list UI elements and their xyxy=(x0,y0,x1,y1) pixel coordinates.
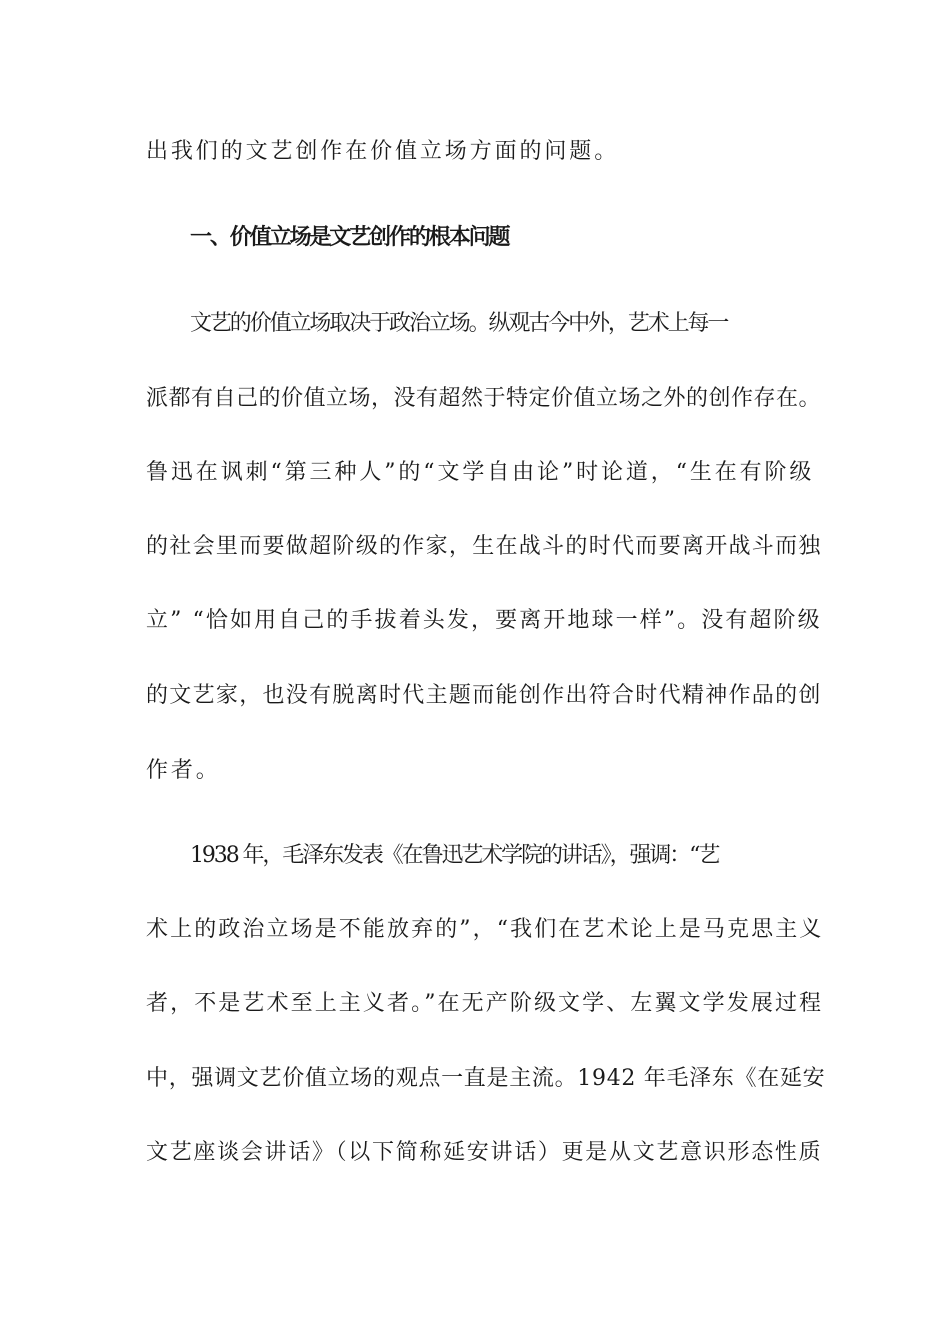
paragraph-1-line-7: 作者。 xyxy=(146,758,221,783)
paragraph-1-line-3: 鲁迅在讽刺“第三种人”的“文学自由论”时论道，“生在有阶级 xyxy=(146,460,815,485)
paragraph-continuation-line: 出我们的文艺创作在价值立场方面的问题。 xyxy=(146,139,620,164)
paragraph-1-line-5: 立” “恰如用自己的手拔着头发，要离开地球一样”。没有超阶级 xyxy=(146,608,822,633)
section-heading: 一、价值立场是文艺创作的根本问题 xyxy=(190,225,509,250)
paragraph-2-line-3: 者，不是艺术至上主义者。”在无产阶级文学、左翼文学发展过程 xyxy=(146,991,824,1016)
paragraph-1-line-6: 的文艺家，也没有脱离时代主题而能创作出符合时代精神作品的创 xyxy=(146,683,822,708)
paragraph-1-line-2: 派都有自己的价值立场，没有超然于特定价值立场之外的创作存在。 xyxy=(146,386,822,411)
paragraph-2-line-1: 1938 年，毛泽东发表《在鲁迅艺术学院的讲话》，强调：“艺 xyxy=(190,843,719,868)
paragraph-2-line-4: 中，强调文艺价值立场的观点一直是主流。1942 年毛泽东《在延安 xyxy=(146,1066,826,1091)
paragraph-1-line-1: 文艺的价值立场取决于政治立场。纵观古今中外，艺术上每一 xyxy=(190,311,728,336)
paragraph-1-line-4: 的社会里而要做超阶级的作家，生在战斗的时代而要离开战斗而独 xyxy=(146,534,822,559)
paragraph-2-line-2: 术上的政治立场是不能放弃的”，“我们在艺术论上是马克思主义 xyxy=(146,917,824,942)
paragraph-2-line-5: 文艺座谈会讲话》（以下简称延安讲话）更是从文艺意识形态性质 xyxy=(146,1140,823,1165)
